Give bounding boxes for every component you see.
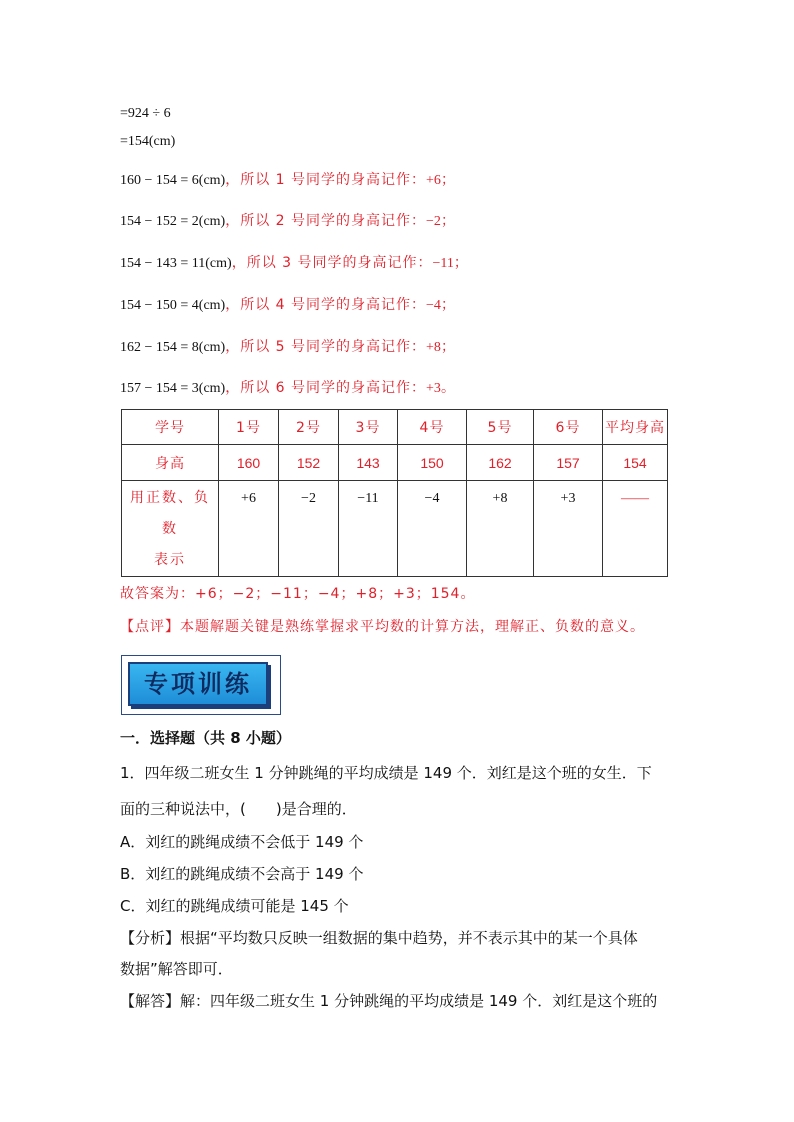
student-line-3: [120, 253, 469, 274]
student-sign: +6: [426, 173, 441, 188]
student-expr: 154 − 152 = 2(cm): [120, 214, 226, 229]
student-end: 。: [440, 380, 456, 396]
comment-line: 【点评】本题解题关键是熟练掌握求平均数的计算方法，理解正、负数的意义。: [120, 619, 645, 635]
sign-value: +3: [534, 481, 603, 577]
height-value: 143: [339, 445, 398, 481]
answer-line: 故答案为：+6；−2；−11；−4；+8；+3；154。: [120, 586, 476, 602]
height-value: 162: [467, 445, 534, 481]
section-banner: [121, 655, 281, 715]
student-end: ；: [440, 339, 456, 355]
table-header: 3号: [339, 410, 398, 445]
table-header: 平均身高: [603, 410, 668, 445]
banner-box: [128, 662, 268, 706]
question-stem-1: 1．四年级二班女生 1 分钟跳绳的平均成绩是 149 个．刘红是这个班的女生．下: [120, 764, 652, 782]
height-value: 152: [279, 445, 339, 481]
calc-line-2: =154(cm): [120, 134, 176, 149]
student-text: ，所以 5 号同学的身高记作：: [225, 339, 427, 355]
table-header: 4号: [398, 410, 467, 445]
sign-label-line: 用正数、负: [130, 490, 210, 506]
sign-value: −2: [279, 481, 339, 577]
student-sign: −4: [426, 298, 441, 313]
sign-label-line: 表示: [154, 552, 186, 568]
student-expr: 160 − 154 = 6(cm): [120, 173, 226, 188]
student-text: ，所以 3 号同学的身高记作：: [231, 255, 433, 271]
sign-label-line: 数: [162, 521, 178, 537]
student-sign: +3: [426, 381, 441, 396]
student-end: ；: [440, 172, 456, 188]
table-header: 1号: [219, 410, 279, 445]
sign-value: +8: [467, 481, 534, 577]
student-end: ；: [453, 255, 469, 271]
student-text: ，所以 1 号同学的身高记作：: [225, 172, 427, 188]
student-text: ，所以 2 号同学的身高记作：: [225, 213, 427, 229]
table-header: 5号: [467, 410, 534, 445]
sign-value: −11: [339, 481, 398, 577]
student-end: ；: [440, 297, 456, 313]
question-stem-2: 面的三种说法中，( )是合理的．: [120, 800, 357, 818]
student-expr: 157 − 154 = 3(cm): [120, 381, 226, 396]
option-b: B．刘红的跳绳成绩不会高于 149 个: [120, 865, 364, 883]
student-expr: 162 − 154 = 8(cm): [120, 340, 226, 355]
table-header: 2号: [279, 410, 339, 445]
height-label: 身高: [122, 445, 219, 481]
table-header: 6号: [534, 410, 603, 445]
banner-title: 专项训练: [144, 670, 252, 698]
sign-value: ——: [603, 481, 668, 577]
analysis-line-1: 【分析】根据“平均数只反映一组数据的集中趋势，并不表示其中的某一个具体: [120, 929, 638, 947]
student-sign: −11: [432, 256, 454, 271]
student-end: ；: [440, 213, 456, 229]
height-table: [121, 409, 668, 577]
student-line-6: [120, 378, 456, 399]
student-expr: 154 − 143 = 11(cm): [120, 256, 232, 271]
height-value: 160: [219, 445, 279, 481]
table-header: 学号: [122, 410, 219, 445]
student-expr: 154 − 150 = 4(cm): [120, 298, 226, 313]
height-value: 150: [398, 445, 467, 481]
sign-label: [122, 481, 219, 577]
section-title: 一．选择题（共 8 小题）: [120, 729, 291, 747]
student-line-5: [120, 337, 456, 358]
solution-line: 【解答】解：四年级二班女生 1 分钟跳绳的平均成绩是 149 个．刘红是这个班的: [120, 992, 658, 1010]
student-text: ，所以 4 号同学的身高记作：: [225, 297, 427, 313]
sign-value: −4: [398, 481, 467, 577]
student-sign: −2: [426, 214, 441, 229]
student-line-2: [120, 211, 456, 232]
student-line-4: [120, 295, 456, 316]
table-header-row: [122, 410, 668, 445]
calc-line-1: =924 ÷ 6: [120, 106, 171, 121]
analysis-line-2: 数据”解答即可．: [120, 960, 233, 978]
sign-value: +6: [219, 481, 279, 577]
table-row: [122, 481, 668, 577]
height-value: 157: [534, 445, 603, 481]
student-text: ，所以 6 号同学的身高记作：: [225, 380, 427, 396]
option-a: A．刘红的跳绳成绩不会低于 149 个: [120, 833, 364, 851]
table-row: [122, 445, 668, 481]
option-c: C．刘红的跳绳成绩可能是 145 个: [120, 897, 349, 915]
student-sign: +8: [426, 340, 441, 355]
student-line-1: [120, 170, 456, 191]
height-value: 154: [603, 445, 668, 481]
